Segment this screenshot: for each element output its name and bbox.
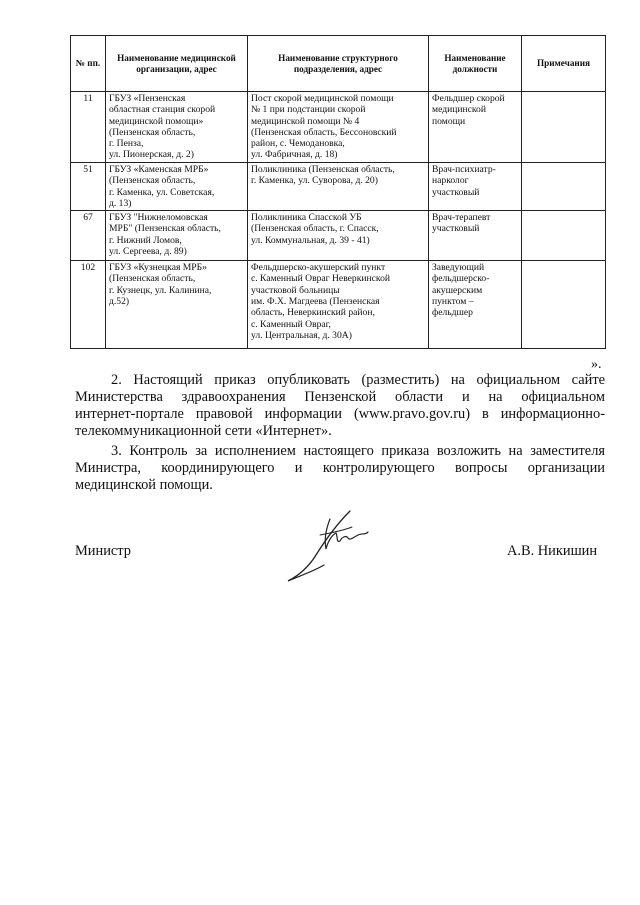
row-organization: ГБУЗ «Пензенская областная станция скорой медицинской помощи» (Пензенская область, г. Пенза, ул. Пионерская, д. 2): [106, 92, 248, 163]
header-position: Наименование должности: [429, 36, 522, 92]
table-row: [71, 261, 606, 349]
handwritten-signature: [280, 505, 375, 585]
header-number: № пп.: [71, 36, 106, 92]
row-unit: Поликлиника Спасской УБ (Пензенская область, г. Спасск, ул. Коммунальная, д. 39 - 41): [248, 211, 429, 261]
closing-quote: ».: [591, 357, 602, 372]
positions-table: [70, 35, 606, 349]
row-number: 102: [71, 261, 106, 349]
header-organization: Наименование медицинской организации, адрес: [106, 36, 248, 92]
row-note: [522, 261, 606, 349]
row-organization: ГБУЗ «Кузнецкая МРБ» (Пензенская область, г. Кузнецк, ул. Калинина, д.52): [106, 261, 248, 349]
paragraph-publication: [75, 372, 605, 440]
table-row: [71, 92, 606, 163]
paragraph-line: Министра, координирующего и контролирующего вопросы организации: [75, 460, 605, 476]
row-number: 67: [71, 211, 106, 261]
paragraph-control: [75, 443, 605, 494]
table-header-row: [71, 36, 606, 92]
row-position: Заведующий фельдшерско- акушерским пунктом – фельдшер: [429, 261, 522, 349]
row-number: 11: [71, 92, 106, 163]
signatory-name: А.В. Никишин: [507, 543, 598, 559]
row-organization: ГБУЗ «Каменская МРБ» (Пензенская область, г. Каменка, ул. Советская, д. 13): [106, 163, 248, 211]
row-note: [522, 92, 606, 163]
row-position: Врач-терапевт участковый: [429, 211, 522, 261]
paragraph-line: 2. Настоящий приказ опубликовать (разместить) на официальном сайте: [111, 372, 605, 388]
row-position: Фельдшер скорой медицинской помощи: [429, 92, 522, 163]
signatory-title: Министр: [75, 543, 131, 559]
row-unit: Поликлиника (Пензенская область, г. Каменка, ул. Суворова, д. 20): [248, 163, 429, 211]
paragraph-line: телекоммуникационной сети «Интернет».: [75, 423, 332, 439]
row-number: 51: [71, 163, 106, 211]
row-unit: Пост скорой медицинской помощи № 1 при подстанции скорой медицинской помощи № 4 (Пензенская область, Бессоновский район, с. Чемодановка, ул. Фабричная, д. 18): [248, 92, 429, 163]
table-row: [71, 211, 606, 261]
row-position: Врач-психиатр- нарколог участковый: [429, 163, 522, 211]
header-unit: Наименование структурного подразделения, адрес: [248, 36, 429, 92]
paragraph-line: медицинской помощи.: [75, 477, 213, 493]
row-note: [522, 211, 606, 261]
table-row: [71, 163, 606, 211]
row-unit: Фельдшерско-акушерский пункт с. Каменный Овраг Неверкинской участковой больницы им. Ф.Х. Магдеева (Пензенская область, Неверкинский район, с. Каменный Овраг, ул. Центральная, д. 30А): [248, 261, 429, 349]
header-notes: Примечания: [522, 36, 606, 92]
paragraph-line: интернет-портале правовой информации (www.pravo.gov.ru) в информационно-: [75, 406, 605, 422]
paragraph-line: Министерства здравоохранения Пензенской области и на официальном: [75, 389, 605, 405]
paragraph-line: 3. Контроль за исполнением настоящего приказа возложить на заместителя: [111, 443, 605, 459]
row-organization: ГБУЗ "Нижнеломовская МРБ" (Пензенская область, г. Нижний Ломов, ул. Сергеева, д. 89): [106, 211, 248, 261]
row-note: [522, 163, 606, 211]
